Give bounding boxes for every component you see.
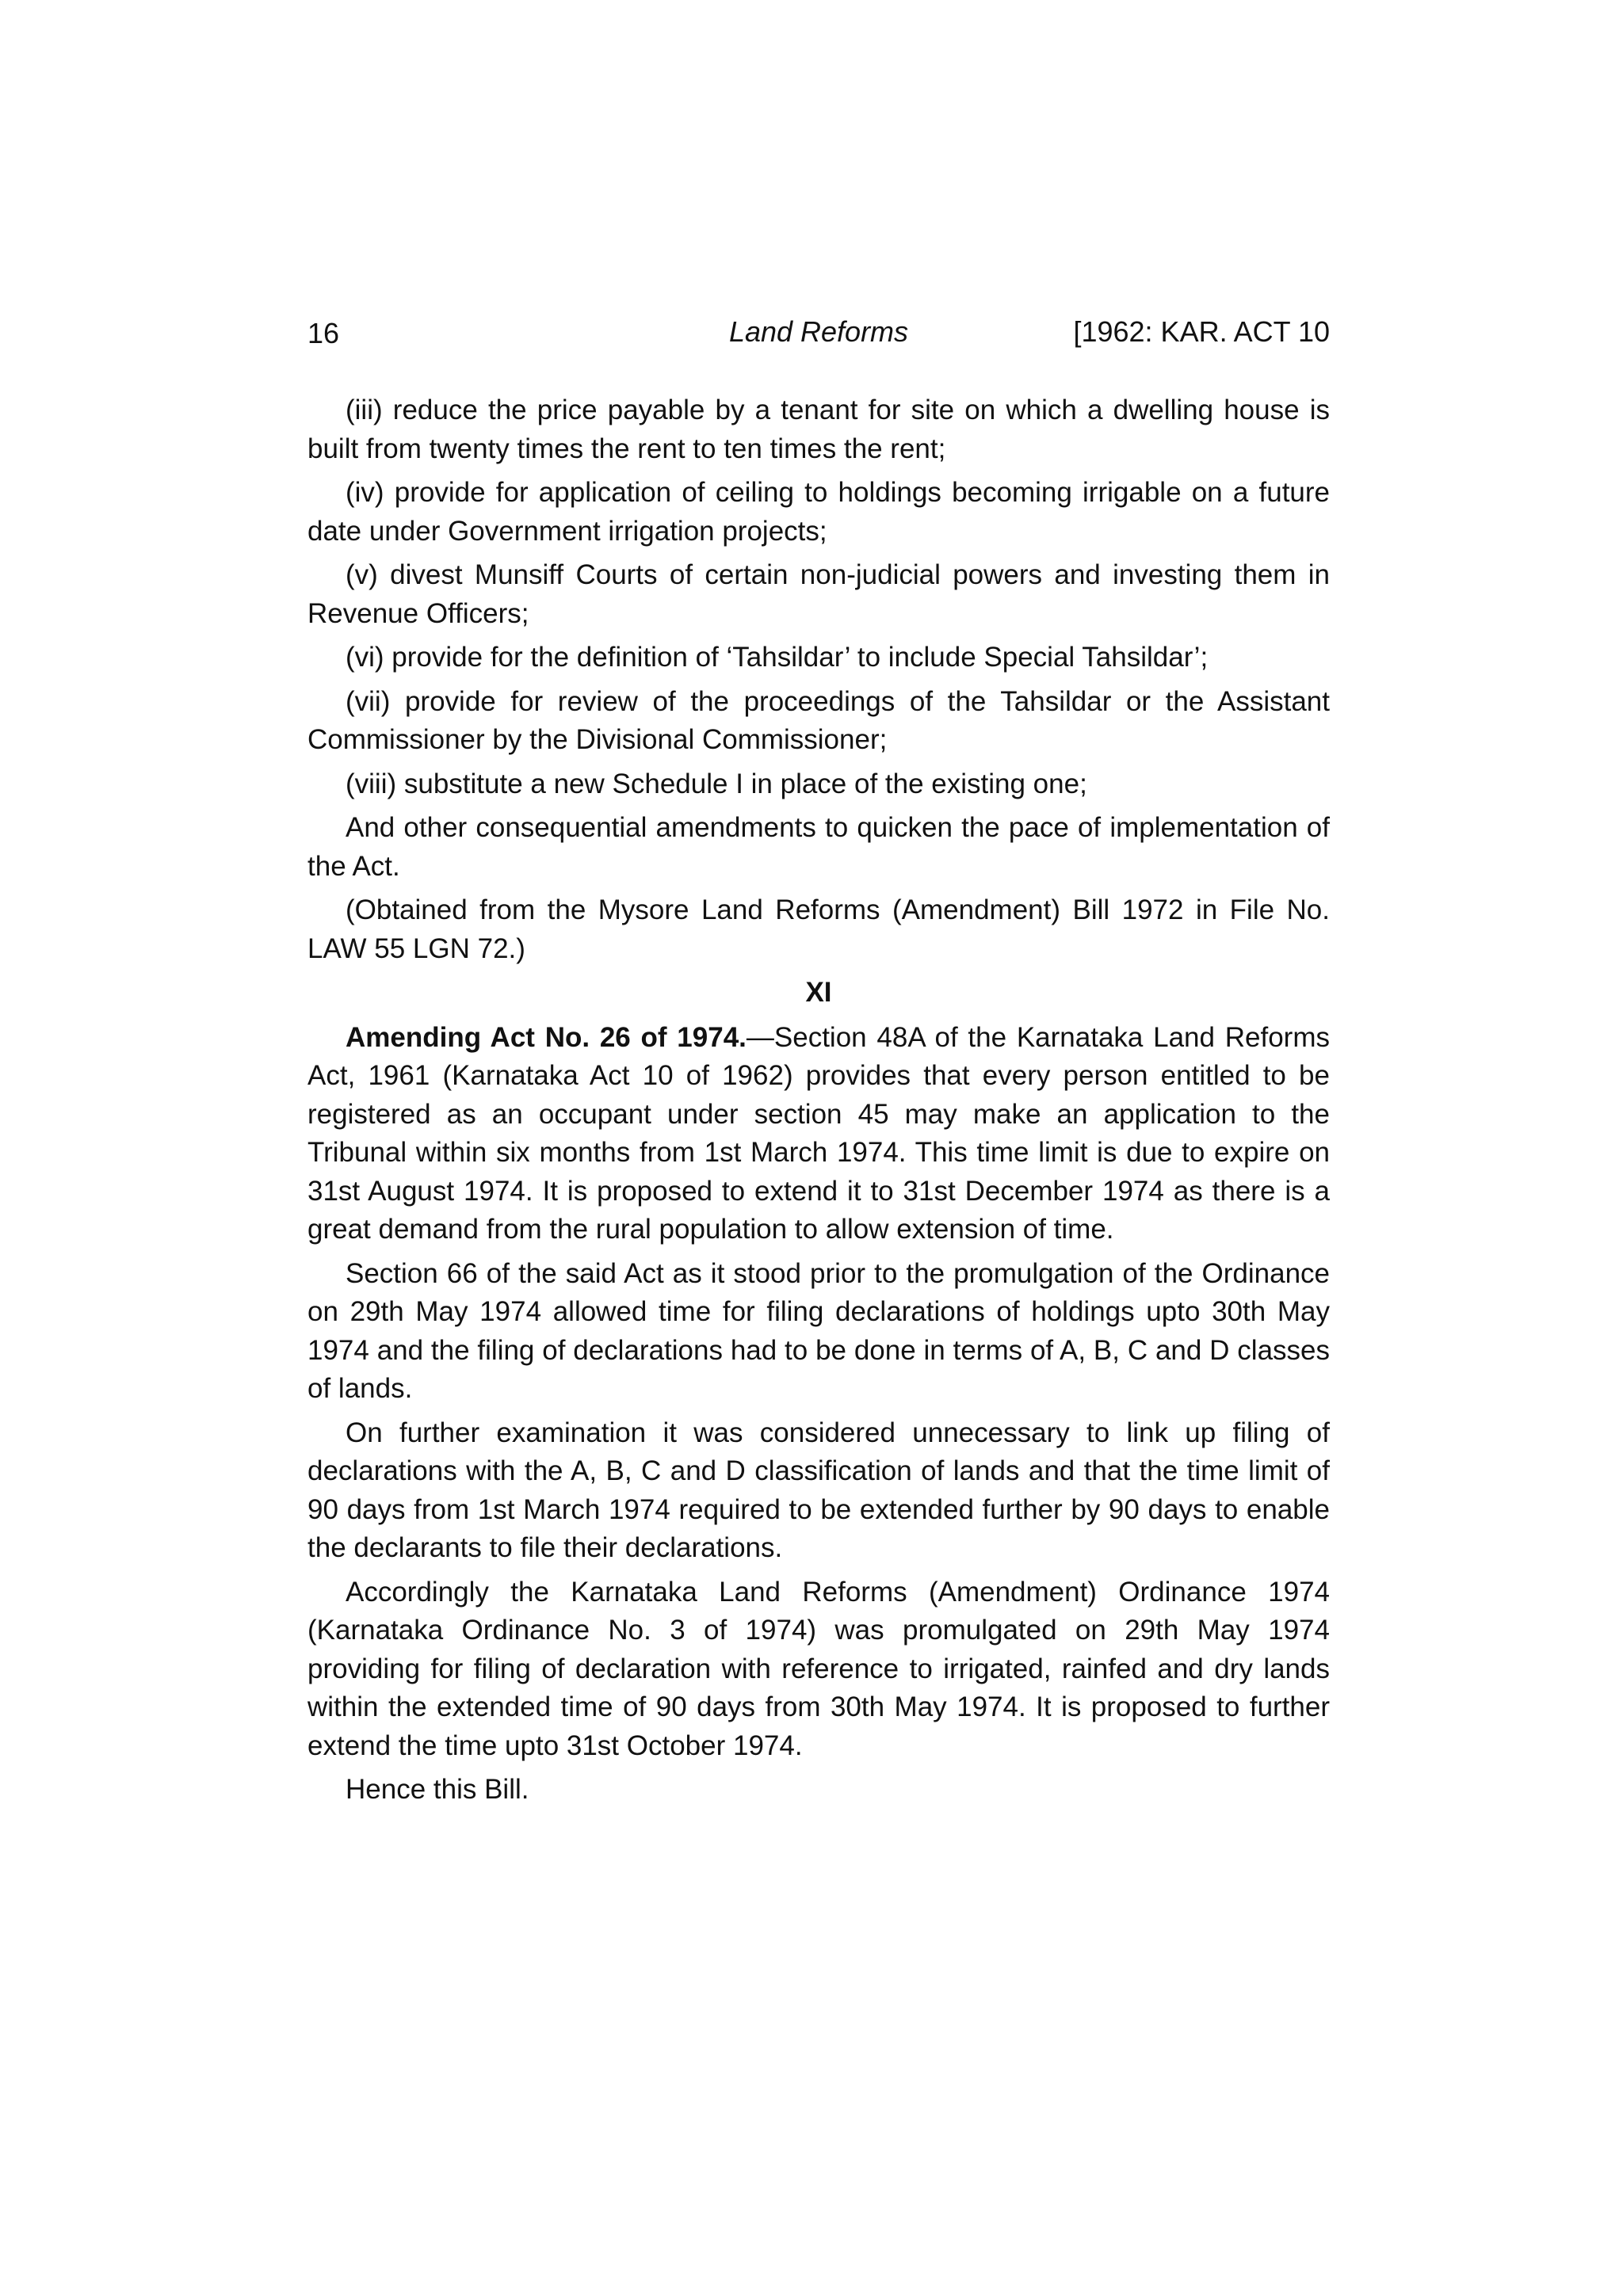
body-text <box>307 391 1330 1815</box>
section-heading: XI <box>805 977 832 1008</box>
amending-act-paragraph <box>307 1019 1330 1249</box>
list-item: (vii) provide for review of the proceedings of the Tahsildar or the Assistant Commissioner by the Divisional Commissioner; <box>307 685 1330 755</box>
page-header <box>307 314 1330 353</box>
list-item: (v) divest Munsiff Courts of certain non-judicial powers and investing them in Revenue Officers; <box>307 559 1330 629</box>
running-title: Land Reforms <box>728 315 909 348</box>
list-item: (iii) reduce the price payable by a tenant for site on which a dwelling house is built from twenty times the rent to ten times the rent; <box>307 395 1330 464</box>
source-note: (Obtained from the Mysore Land Reforms (Amendment) Bill 1972 in File No. LAW 55 LGN 72.) <box>307 894 1330 964</box>
amending-act-label: Amending Act No. 26 of 1974. <box>346 1021 747 1053</box>
further-examination-paragraph: On further examination it was considered unnecessary to link up filing of declarations with the A, B, C and D classification of lands and that the time limit of 90 days from 1st March 1974 required to be extended further by 90 days to enable the declarants to file their declarations. <box>307 1417 1330 1563</box>
closing-line: Hence this Bill. <box>346 1774 529 1805</box>
act-reference: [1962: KAR. ACT 10 <box>1073 315 1330 348</box>
section-66-paragraph: Section 66 of the said Act as it stood prior to the promulgation of the Ordinance on 29th May 1974 allowed time for filing declarations of holdings upto 30th May 1974 and the filing of declarations had to be done in terms of A, B, C and D classes of lands. <box>307 1257 1330 1404</box>
consequential-paragraph: And other consequential amendments to quicken the pace of implementation of the Act. <box>307 812 1330 882</box>
ordinance-paragraph: Accordingly the Karnataka Land Reforms (Amendment) Ordinance 1974 (Karnataka Ordinance No. 3 of 1974) was promulgated on 29th May 1974 providing for filing of declaration with reference to irrigated, rainfed and dry lands within the extended time of 90 days from 30th May 1974. It is proposed to further extend the time upto 31st October 1974. <box>307 1576 1330 1761</box>
page-number: 16 <box>307 317 340 349</box>
list-item: (iv) provide for application of ceiling to holdings becoming irrigable on a future date under Government irrigation projects; <box>307 477 1330 547</box>
list-item: (viii) substitute a new Schedule I in place of the existing one; <box>346 768 1087 799</box>
amending-act-text: —Section 48A of the Karnataka Land Reforms Act, 1961 (Karnataka Act 10 of 1962) provides that every person entitled to be registered as an occupant under section 45 may make an application to the Tribunal within six months from 1st March 1974. This time limit is due to expire on 31st August 1974. It is proposed to extend it to 31st December 1974 as there is a great demand from the rural population to allow extension of time. <box>307 1021 1330 1245</box>
list-item: (vi) provide for the definition of ‘Tahsildar’ to include Special Tahsildar’; <box>346 642 1209 673</box>
